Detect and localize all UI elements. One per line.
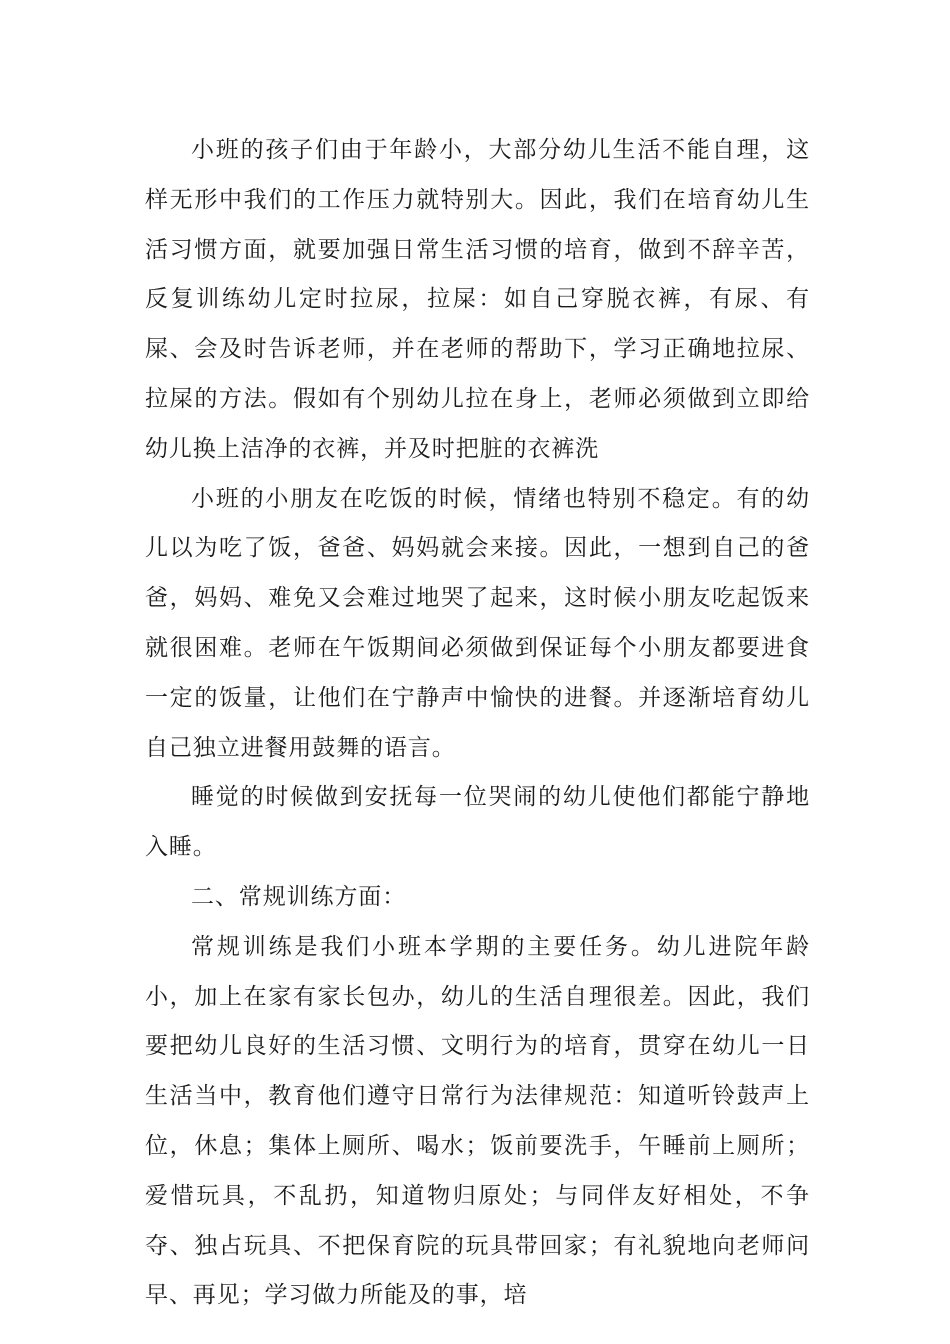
paragraph-mealtime: 小班的小朋友在吃饭的时候，情绪也特别不稳定。有的幼儿以为吃了饭，爸爸、妈妈就会来接。因此，一想到自己的爸爸，妈妈、难免又会难过地哭了起来，这时候小朋友吃起饭来就很困难。老师在午饭期间必须做到保证每个小朋友都要进食一定的饭量，让他们在宁静声中愉快的进餐。并逐渐培育幼儿自己独立进餐用鼓舞的语言。 [145,485,810,761]
document-page [145,126,810,1321]
paragraph-naptime: 睡觉的时候做到安抚每一位哭闹的幼儿使他们都能宁静地入睡。 [145,784,810,861]
section-heading-routine-training: 二、常规训练方面： [191,883,407,910]
paragraph-daily-habits: 小班的孩子们由于年龄小，大部分幼儿生活不能自理，这样无形中我们的工作压力就特别大。因此，我们在培育幼儿生活习惯方面，就要加强日常生活习惯的培育，做到不辞辛苦，反复训练幼儿定时拉尿，拉屎：如自己穿脱衣裤，有尿、有屎、会及时告诉老师，并在老师的帮助下，学习正确地拉尿、拉屎的方法。假如有个别幼儿拉在身上，老师必须做到立即给幼儿换上洁净的衣裤，并及时把脏的衣裤洗 [145,137,810,462]
paragraph-routine-training: 常规训练是我们小班本学期的主要任务。幼儿进院年龄小，加上在家有家长包办，幼儿的生活自理很差。因此，我们要把幼儿良好的生活习惯、文明行为的培育，贯穿在幼儿一日生活当中，教育他们遵守日常行为法律规范：知道听铃鼓声上位，休息；集体上厕所、喝水；饭前要洗手，午睡前上厕所；爱惜玩具，不乱扔，知道物归原处；与同伴友好相处，不争夺、独占玩具、不把保育院的玩具带回家；有礼貌地向老师问早、再见；学习做力所能及的事，培 [145,933,810,1309]
